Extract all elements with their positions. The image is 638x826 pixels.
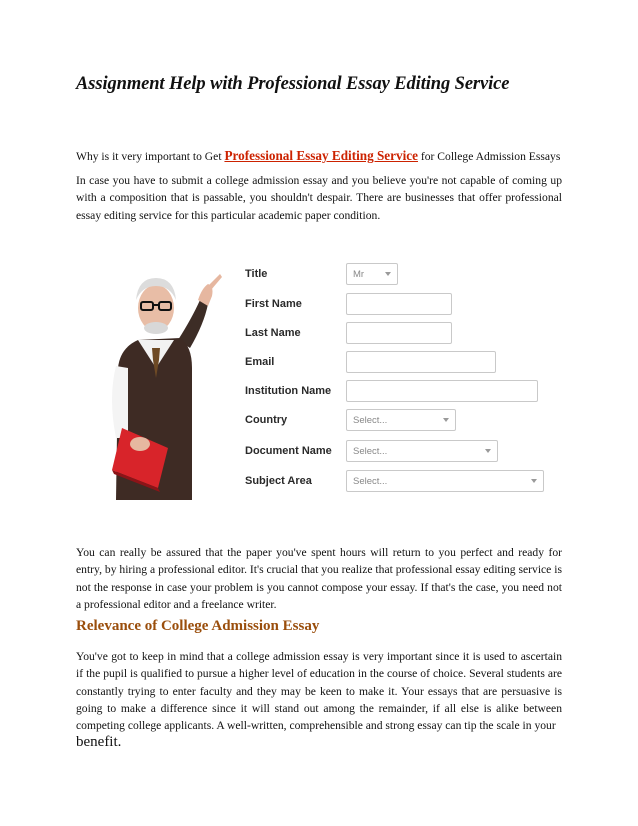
form-row-email bbox=[245, 350, 345, 374]
form-row-last-name bbox=[245, 321, 345, 345]
first-name-label: First Name bbox=[245, 298, 302, 310]
form-row-document bbox=[245, 439, 345, 463]
form-row-subject bbox=[245, 469, 345, 493]
subject-area-select-value: Select... bbox=[353, 475, 388, 487]
intro-before-link: Why is it very important to Get bbox=[76, 150, 225, 163]
title-select-value: Mr bbox=[353, 268, 365, 280]
intro-line bbox=[76, 148, 560, 164]
chevron-down-icon bbox=[443, 418, 449, 422]
title-select[interactable] bbox=[346, 263, 398, 285]
professional-editing-link[interactable]: Professional Essay Editing Service bbox=[224, 148, 418, 163]
intro-after-link: for College Admission Essays bbox=[417, 150, 561, 163]
paragraph-1: In case you have to submit a college admission essay and you believe you're not capable of coming up with a composition that is passable, you shouldn't despair. There are businesses that offer professional essay editing service for this particular academic paper condition. bbox=[76, 174, 562, 222]
form-row-first-name bbox=[245, 292, 345, 316]
chevron-down-icon bbox=[531, 479, 537, 483]
first-name-field[interactable] bbox=[346, 293, 452, 315]
paragraph-3-text: You've got to keep in mind that a college admission essay is very important since it is used to ascertain if the pupil is qualified to pursue a higher level of education in the course of choice. Several students are constantly trying to enter faculty and they may be keen to make it. Your essays that are persuasive is going to make a difference since it will stand out among the remainder, if all else is alike between competing college applicants. A well-written, comprehensible and strong essay can tip the scale in your bbox=[76, 650, 562, 733]
paragraph-2: You can really be assured that the paper you've spent hours will return to you perfect and ready for entry, by hiring a professional editor. It's crucial that you realize that professional essay editing service is not the response in case your problem is you cannot compose your essay. If that's the case, you need not a professional editor and a freelance writer. bbox=[76, 546, 562, 611]
section-heading: Relevance of College Admission Essay bbox=[76, 618, 320, 634]
paragraph-3-end: benefit. bbox=[76, 734, 122, 751]
subject-area-select[interactable] bbox=[346, 470, 544, 492]
chevron-down-icon bbox=[385, 272, 391, 276]
institution-name-label: Institution Name bbox=[245, 385, 332, 397]
subject-area-label: Subject Area bbox=[245, 475, 312, 487]
document-name-select[interactable] bbox=[346, 440, 498, 462]
form-row-country bbox=[245, 408, 345, 432]
last-name-label: Last Name bbox=[245, 327, 301, 339]
paragraph-3 bbox=[76, 648, 562, 752]
country-select[interactable] bbox=[346, 409, 456, 431]
title-label: Title bbox=[245, 268, 268, 280]
document-name-label: Document Name bbox=[245, 445, 332, 457]
institution-name-field[interactable] bbox=[346, 380, 538, 402]
email-field[interactable] bbox=[346, 351, 496, 373]
last-name-field[interactable] bbox=[346, 322, 452, 344]
email-label: Email bbox=[245, 356, 275, 368]
teacher-illustration bbox=[108, 248, 248, 500]
order-form-image bbox=[108, 248, 558, 500]
form-row-institution bbox=[245, 379, 345, 403]
country-select-value: Select... bbox=[353, 414, 388, 426]
document-name-select-value: Select... bbox=[353, 445, 388, 457]
chevron-down-icon bbox=[485, 449, 491, 453]
country-label: Country bbox=[245, 414, 288, 426]
form-row-title bbox=[245, 262, 345, 286]
page-title: Assignment Help with Professional Essay Editing Service bbox=[76, 74, 510, 94]
